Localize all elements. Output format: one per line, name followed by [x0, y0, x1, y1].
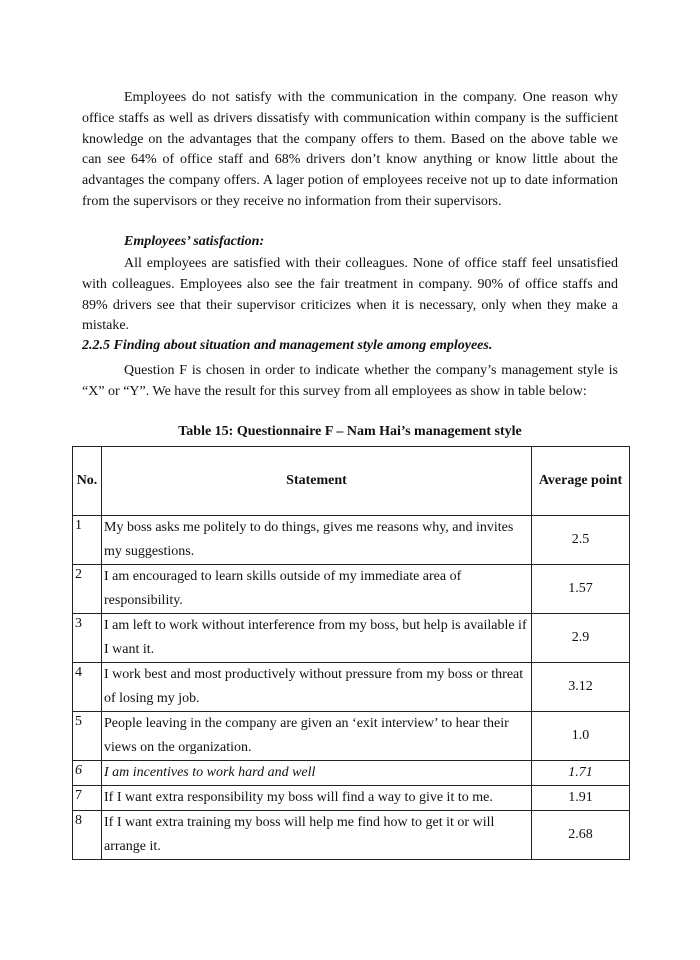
table-row: [73, 614, 630, 663]
row-average: 1.71: [532, 761, 630, 786]
row-average: 1.0: [532, 712, 630, 761]
table-row: [73, 712, 630, 761]
table-row: [73, 811, 630, 860]
row-statement: If I want extra responsibility my boss will find a way to give it to me.: [102, 786, 532, 811]
questionnaire-table: [72, 446, 630, 860]
row-statement: I work best and most productively without pressure from my boss or threat of losing my job.: [102, 663, 532, 712]
row-average: 1.91: [532, 786, 630, 811]
subheading-satisfaction: Employees’ satisfaction:: [124, 234, 265, 249]
table-row: [73, 516, 630, 565]
paragraph-satisfaction: All employees are satisfied with their colleagues. None of office staff feel unsatisfied with colleagues. Employees also see the fair treatment in company. 90% of office staffs and 89% drivers see that their supervisor criticizes when it is necessary, only when they make a mistake.: [82, 256, 618, 334]
row-number: 1: [73, 516, 102, 565]
row-statement: People leaving in the company are given an ‘exit interview’ to hear their views on the organization.: [102, 712, 532, 761]
row-statement: I am incentives to work hard and well: [102, 761, 532, 786]
row-number: 8: [73, 811, 102, 860]
paragraph-communication: Employees do not satisfy with the communication in the company. One reason why office staffs as well as drivers dissatisfy with communication within company is the sufficient knowledge on the advantages that the company offers to them. Based on the above table we can see 64% of office staff and 68% drivers don’t know anything or know little about the advantages the company offers. A lager potion of employees receive not up to date information from the supervisors or they receive no information from their supervisors.: [82, 90, 618, 209]
row-number: 5: [73, 712, 102, 761]
row-average: 2.68: [532, 811, 630, 860]
row-average: 2.9: [532, 614, 630, 663]
row-number: 3: [73, 614, 102, 663]
table-row: [73, 761, 630, 786]
table-row: [73, 663, 630, 712]
row-average: 1.57: [532, 565, 630, 614]
row-number: 6: [73, 761, 102, 786]
section-heading: 2.2.5 Finding about situation and management style among employees.: [82, 338, 493, 353]
row-statement: My boss asks me politely to do things, gives me reasons why, and invites my suggestions.: [102, 516, 532, 565]
row-statement: If I want extra training my boss will help me find how to get it or will arrange it.: [102, 811, 532, 860]
header-no: No.: [73, 447, 102, 516]
row-average: 3.12: [532, 663, 630, 712]
table-row: [73, 786, 630, 811]
table-row: [73, 565, 630, 614]
row-number: 7: [73, 786, 102, 811]
row-number: 4: [73, 663, 102, 712]
row-average: 2.5: [532, 516, 630, 565]
row-statement: I am left to work without interference from my boss, but help is available if I want it.: [102, 614, 532, 663]
row-statement: I am encouraged to learn skills outside of my immediate area of responsibility.: [102, 565, 532, 614]
paragraph-question-f: Question F is chosen in order to indicate whether the company’s management style is “X” or “Y”. We have the result for this survey from all employees as show in table below:: [82, 363, 618, 399]
table-caption: Table 15: Questionnaire F – Nam Hai’s management style: [178, 424, 522, 439]
header-statement: Statement: [102, 447, 532, 516]
header-average-point: Average point: [532, 447, 630, 516]
row-number: 2: [73, 565, 102, 614]
